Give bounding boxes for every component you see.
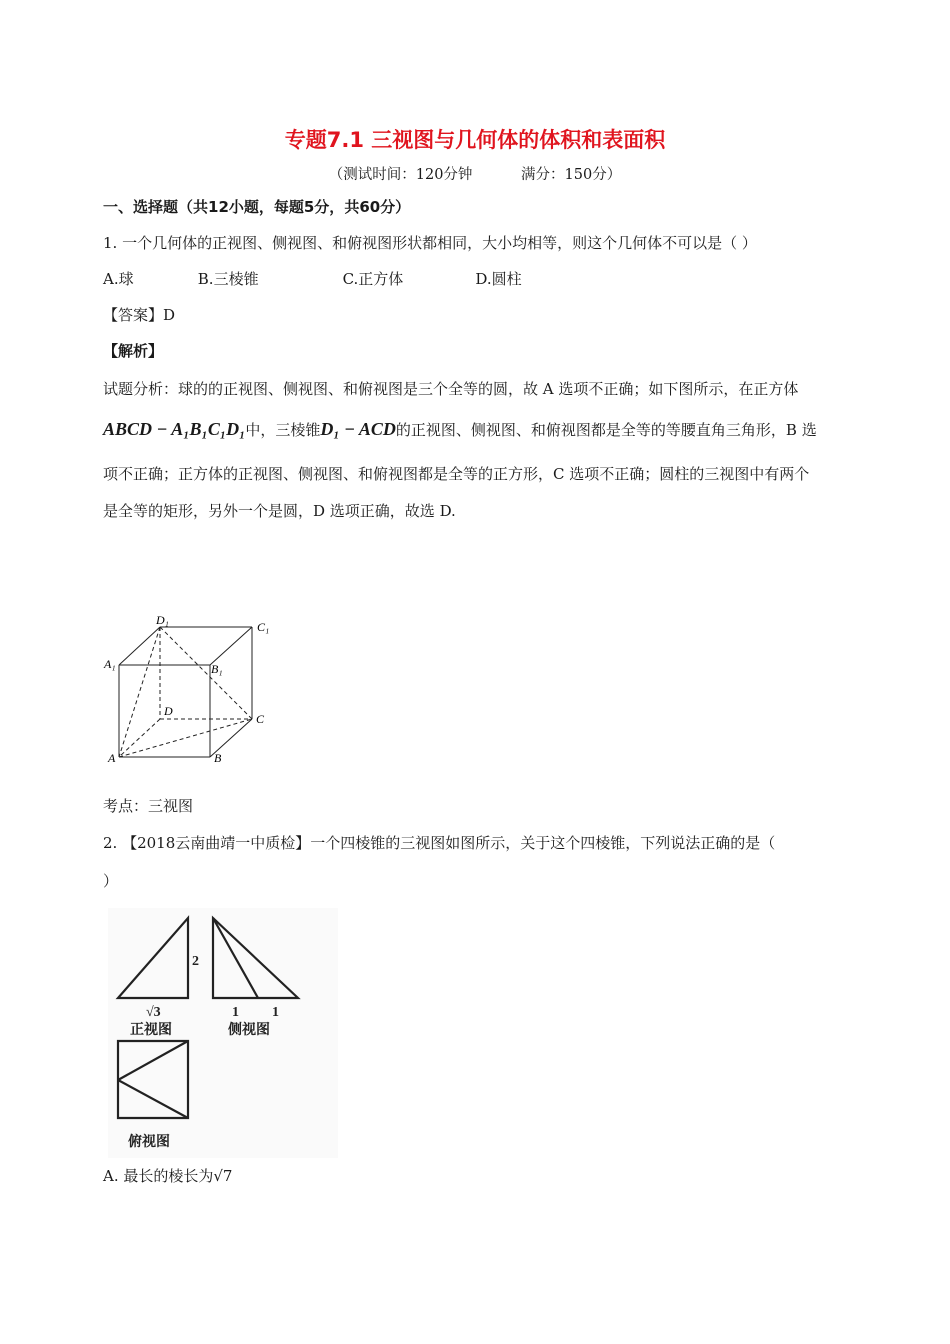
top-view-label: 俯视图 [128, 1134, 170, 1150]
option-c: C.正方体 [342, 270, 404, 288]
front-height-label: 2 [192, 954, 199, 969]
side-left-label: 1 [232, 1005, 239, 1020]
test-time: （测试时间：120分钟 [328, 167, 473, 183]
analysis-line-2-end: 的正视图、侧视图、和俯视图都是全等的等腰直角三角形，B 选 [395, 421, 817, 439]
question-1-stem: 1. 一个几何体的正视图、侧视图、和俯视图形状都相同，大小均相等，则这个几何体不可以是（ ） [103, 234, 757, 252]
page-title: 专题7.1 三视图与几何体的体积和表面积 [284, 128, 666, 152]
label-c1: C₁ [257, 620, 270, 634]
side-view-label: 侧视图 [228, 1022, 270, 1038]
test-info [0, 163, 950, 184]
answer: 【答案】D [103, 306, 176, 324]
math-cube-name: ABCD − A₁B₁C₁D₁ [103, 419, 246, 439]
label-d1: D₁ [156, 613, 169, 627]
option-d: D.圆柱 [475, 270, 522, 288]
label-b1: B₁ [211, 662, 223, 676]
analysis-line-3: 项不正确；正方体的正视图、侧视图、和俯视图都是全等的正方形，C 选项不正确；圆柱的三视图中有两个 [103, 465, 810, 483]
three-views-figure [108, 908, 338, 1158]
cube-figure [100, 612, 290, 772]
math-pyramid-name: D₁ − ACD [320, 419, 396, 439]
label-a: A [108, 751, 116, 765]
option-a: A.球 [103, 270, 134, 288]
analysis-line-2 [103, 419, 848, 440]
label-d: D [164, 704, 173, 718]
analysis-line-1: 试题分析：球的的正视图、侧视图、和俯视图是三个全等的圆，故 A 选项不正确；如下图所示，在正方体 [103, 380, 799, 398]
full-score: 满分：150分） [521, 167, 622, 183]
analysis-line-4: 是全等的矩形，另外一个是圆，D 选项正确，故选 D. [103, 502, 456, 520]
front-view-label: 正视图 [130, 1022, 172, 1038]
label-b: B [214, 751, 222, 765]
front-base-label: √3 [146, 1005, 161, 1020]
label-c: C [256, 712, 265, 726]
analysis-label: 【解析】 [103, 342, 164, 360]
option-b: B.三棱锥 [197, 270, 259, 288]
question-2-stem: 2. 【2018云南曲靖一中质检】一个四棱锥的三视图如图所示，关于这个四棱锥，下列说法正确的是（ [103, 834, 776, 852]
label-a1: A₁ [104, 657, 116, 671]
question-2-stem-end: ） [103, 872, 119, 890]
kaodian: 考点：三视图 [103, 797, 194, 815]
section-heading: 一、选择题（共12小题，每题5分，共60分） [103, 198, 411, 216]
analysis-line-2-mid: 中，三棱锥 [245, 421, 321, 439]
question-2-option-a: A. 最长的棱长为√7 [103, 1167, 233, 1185]
question-1-options [103, 268, 522, 289]
side-right-label: 1 [272, 1005, 279, 1020]
